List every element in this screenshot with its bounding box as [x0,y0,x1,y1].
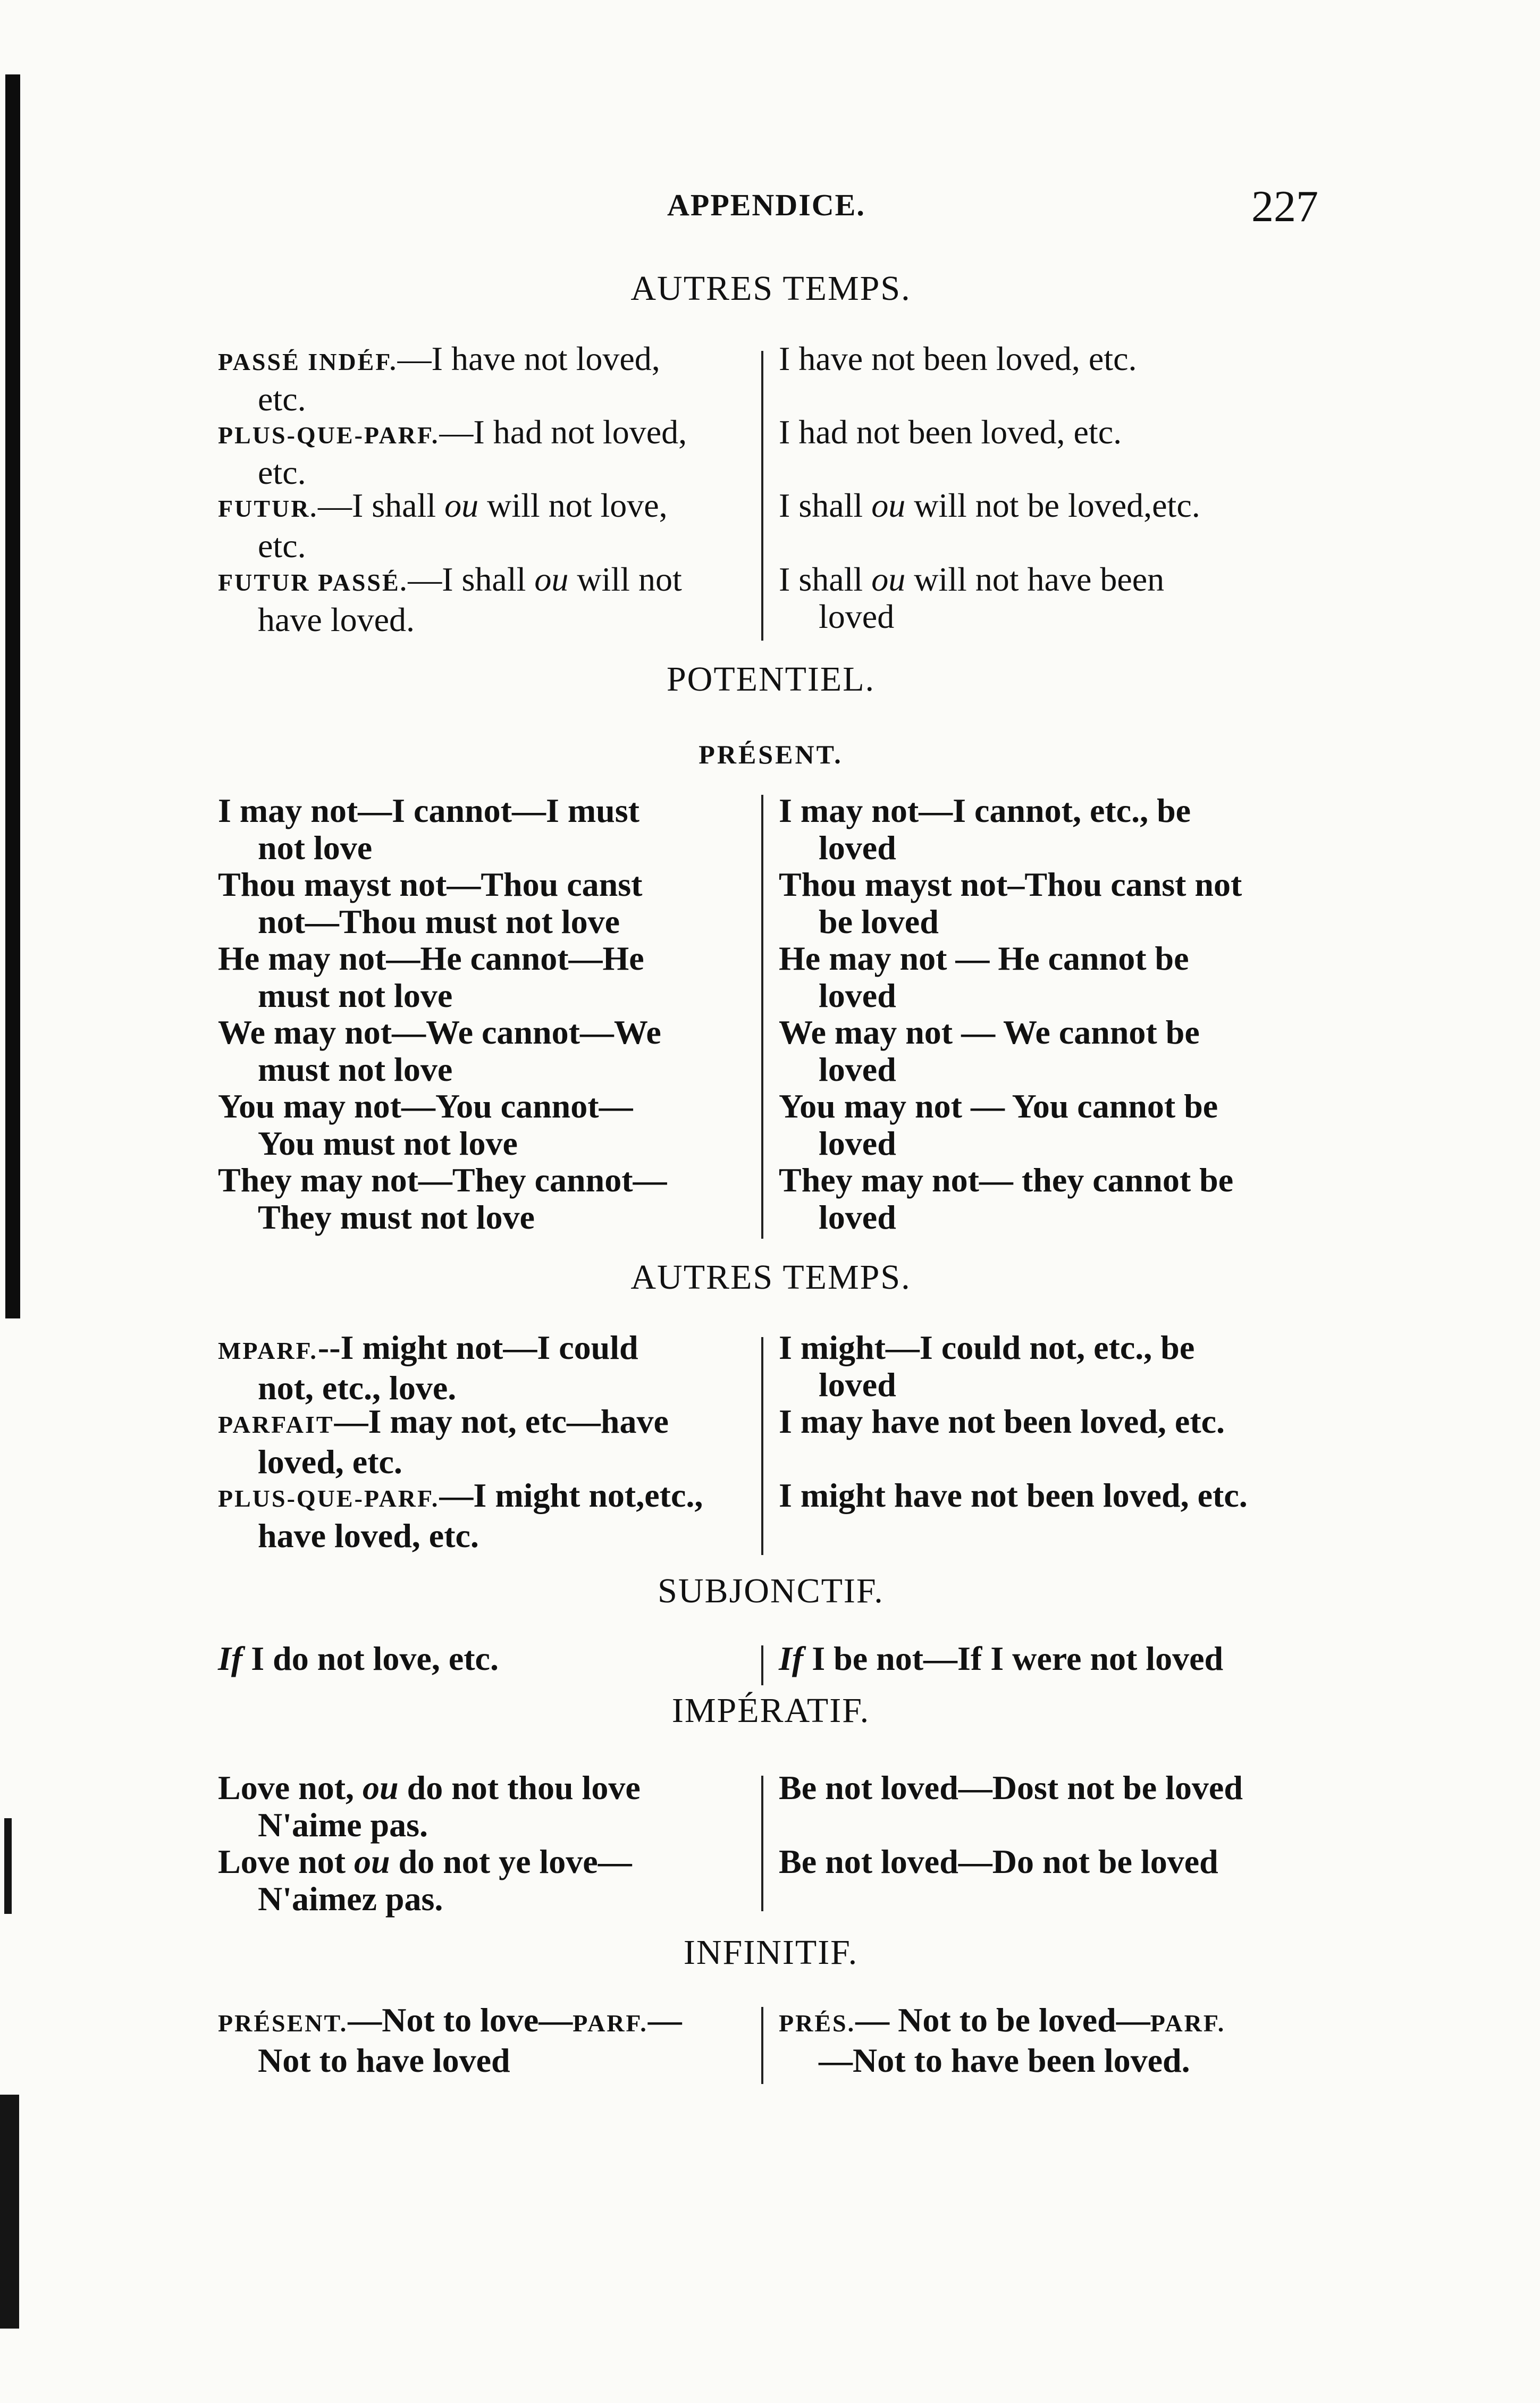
left-cell: You may not—You cannot— You must not love [218,1087,633,1162]
left-cell: We may not—We cannot—We must not love [218,1013,661,1088]
left-cell: PLUS-QUE-PARF.—I might not,etc., have loved, etc. [218,1476,703,1555]
tense-label: PARF. [573,2010,648,2037]
right-cell: PRÉS.— Not to be loved—PARF. —Not to have been loved. [779,2001,1226,2079]
column-divider [761,1776,763,1911]
tense-label: PARF. [1150,2010,1226,2037]
right-cell: I may have not been loved, etc. [779,1402,1225,1440]
left-cell: PASSÉ INDÉF.—I have not loved, etc. [218,340,660,418]
left-cell: He may not—He cannot—He must not love [218,939,644,1014]
right-cell: Be not loved—Dost not be loved [779,1769,1243,1807]
right-cell: I had not been loved, etc. [779,413,1122,451]
tense-label: PRÉS. [779,2010,856,2037]
running-head [218,181,1324,239]
left-cell: PARFAIT—I may not, etc—have loved, etc. [218,1402,669,1481]
right-cell: He may not — He cannot be loved [779,939,1189,1014]
running-title: APPENDICE. [667,188,865,222]
section-heading: IMPÉRATIF. [671,1691,870,1730]
right-cell: You may not — You cannot be loved [779,1087,1218,1162]
tense-label: PARFAIT [218,1411,334,1438]
right-cell: Be not loved—Do not be loved [779,1843,1218,1880]
left-cell: I may not—I cannot—I must not love [218,792,639,867]
right-cell: I shall ou will not be loved,etc. [779,486,1200,524]
left-cell: FUTUR PASSÉ.—I shall ou will not have loved. [218,560,682,638]
section-heading: POTENTIEL. [666,660,876,699]
left-cell: Love not ou do not ye love— N'aimez pas. [218,1843,632,1918]
tense-label: PASSÉ INDÉF. [218,348,398,375]
scan-edge-bar [5,74,20,1318]
left-cell: PLUS-QUE-PARF.—I had not loved, etc. [218,413,687,491]
page-number: 227 [1251,182,1318,231]
section-subheading: PRÉSENT. [699,740,843,769]
right-cell: I might have not been loved, etc. [779,1476,1248,1514]
tense-label: PLUS-QUE-PARF. [218,422,440,449]
right-cell: I have not been loved, etc. [779,340,1137,377]
scan-edge-mark [0,2095,19,2329]
left-cell: If I do not love, etc. [218,1640,499,1677]
column-divider [761,1337,763,1555]
column-divider [761,351,763,641]
scan-edge-mark [4,1818,12,1914]
tense-label: PLUS-QUE-PARF. [218,1485,440,1512]
right-cell: Thou mayst not–Thou canst not be loved [779,866,1242,940]
book-page [218,0,1324,2403]
column-divider [761,795,763,1239]
tense-label: FUTUR PASSÉ. [218,569,408,596]
column-divider [761,1645,763,1685]
section-heading: INFINITIF. [683,1933,859,1972]
tense-label: MPARF. [218,1337,318,1364]
section-heading: AUTRES TEMPS. [630,1258,911,1297]
left-cell: Thou mayst not—Thou canst not—Thou must not love [218,866,643,940]
right-cell: I may not—I cannot, etc., be loved [779,792,1191,867]
left-cell: Love not, ou do not thou love N'aime pas. [218,1769,641,1844]
tense-label: FUTUR. [218,495,318,522]
section-heading: SUBJONCTIF. [658,1572,884,1610]
left-cell: FUTUR.—I shall ou will not love, etc. [218,486,668,565]
left-cell: PRÉSENT.—Not to love—PARF.— Not to have loved [218,2001,682,2079]
left-cell: MPARF.--I might not—I could not, etc., love. [218,1329,638,1407]
left-cell: They may not—They cannot— They must not love [218,1161,667,1236]
tense-label: PRÉSENT. [218,2010,348,2037]
right-cell: If I be not—If I were not loved [779,1640,1224,1677]
column-divider [761,2007,763,2084]
right-cell: I might—I could not, etc., be loved [779,1329,1195,1404]
section-heading: AUTRES TEMPS. [630,269,911,308]
right-cell: They may not— they cannot be loved [779,1161,1234,1236]
right-cell: I shall ou will not have been loved [779,560,1165,635]
right-cell: We may not — We cannot be loved [779,1013,1200,1088]
